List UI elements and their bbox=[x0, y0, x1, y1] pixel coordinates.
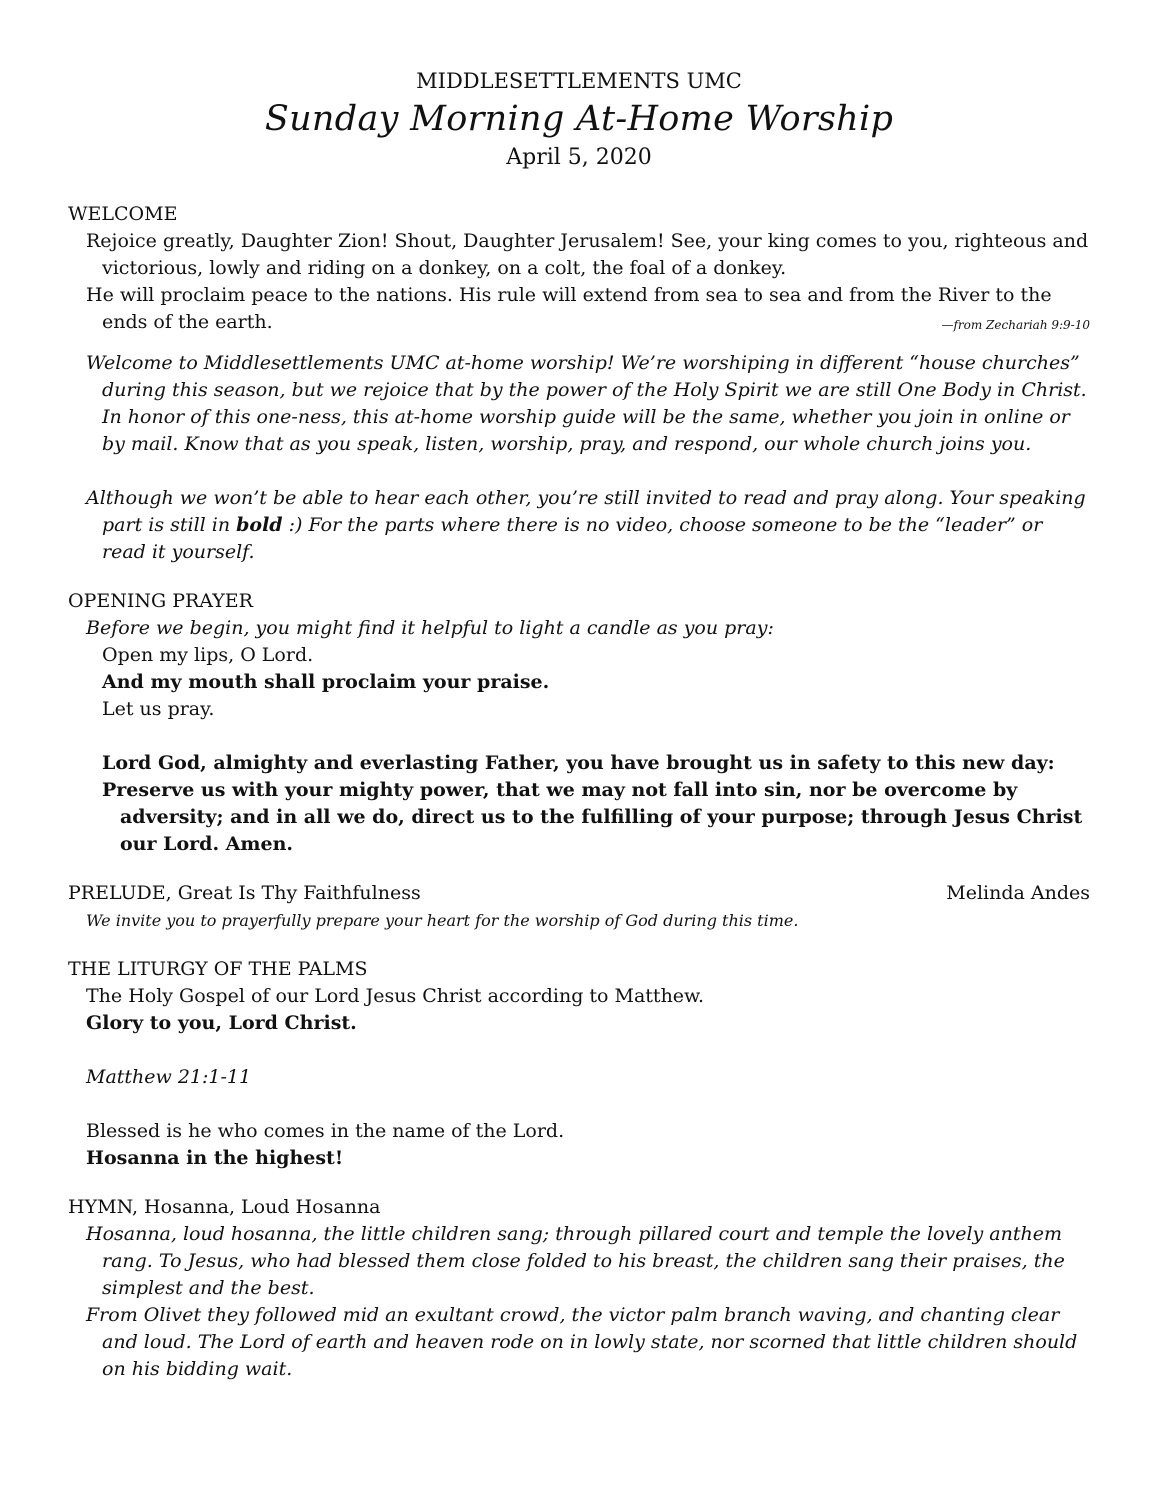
welcome-scripture-2-text: He will proclaim peace to the nations. His rule will extend from sea to sea and from the River to the ends of the earth. bbox=[86, 284, 1052, 333]
welcome-intro-2-part-c: :) For the parts where there is no video, choose someone to be the “leader” or read it yourself. bbox=[102, 514, 1043, 563]
opening-prayer-leader-2: Let us pray. bbox=[102, 698, 215, 720]
scripture-source: —from Zechariah 9:9-10 bbox=[941, 318, 1090, 332]
prelude-heading-row bbox=[68, 880, 1090, 907]
liturgy-palms-heading: THE LITURGY OF THE PALMS bbox=[68, 958, 368, 980]
prelude-section bbox=[68, 880, 1090, 934]
opening-prayer-text-2: Preserve us with your mighty power, that we may not fall into sin, nor be overcome by adversity; and in all we do, direct us to the fulfilling of your purpose; through Jesus Christ our Lord. Amen. bbox=[102, 779, 1083, 855]
prelude-performer: Melinda Andes bbox=[946, 882, 1090, 904]
liturgy-palms-leader-1: The Holy Gospel of our Lord Jesus Christ according to Matthew. bbox=[86, 985, 705, 1007]
liturgy-palms-leader-2: Blessed is he who comes in the name of the Lord. bbox=[86, 1120, 565, 1142]
welcome-intro-1: Welcome to Middlesettlements UMC at-home worship! We’re worshiping in different “house churches” during this season, but we rejoice that by the power of the Holy Spirit we are still One Body in Christ. In honor of this one-ness, this at-home worship guide will be the same, whether you join in online or by mail. Know that as you speak, listen, worship, pray, and respond, our whole church joins you. bbox=[86, 352, 1087, 455]
liturgy-palms-section bbox=[68, 956, 1090, 1172]
liturgy-palms-people-2: Hosanna in the highest! bbox=[86, 1147, 344, 1169]
opening-prayer-instruction: Before we begin, you might find it helpful to light a candle as you pray: bbox=[86, 617, 774, 639]
page-header bbox=[68, 66, 1090, 174]
prelude-note: We invite you to prayerfully prepare your heart for the worship of God during this time. bbox=[86, 911, 799, 930]
opening-prayer-section bbox=[68, 588, 1090, 858]
welcome-intro-2-bold: bold bbox=[236, 514, 283, 536]
hymn-section bbox=[68, 1194, 1090, 1383]
welcome-section bbox=[68, 201, 1090, 566]
welcome-heading: WELCOME bbox=[68, 203, 178, 225]
service-date: April 5, 2020 bbox=[506, 145, 652, 170]
liturgy-palms-reading: Matthew 21:1-11 bbox=[86, 1066, 252, 1088]
page-title: Sunday Morning At-Home Worship bbox=[264, 99, 894, 139]
opening-prayer-heading: OPENING PRAYER bbox=[68, 590, 253, 612]
worship-guide-page bbox=[68, 66, 1090, 1383]
liturgy-palms-people-1: Glory to you, Lord Christ. bbox=[86, 1012, 357, 1034]
hymn-verse-1: Hosanna, loud hosanna, the little children sang; through pillared court and temple the lovely anthem rang. To Jesus, who had blessed them close folded to his breast, the children sang their praises, the simplest and the best. bbox=[86, 1223, 1065, 1299]
opening-prayer-text-1: Lord God, almighty and everlasting Father, you have brought us in safety to this new day: bbox=[102, 752, 1055, 774]
hymn-heading: HYMN, Hosanna, Loud Hosanna bbox=[68, 1196, 381, 1218]
welcome-intro-2-part-a: Although we won’t be able to hear each other, you’re still invited to read and pray along. Your speaking part is still in bbox=[86, 487, 1086, 536]
welcome-scripture-1: Rejoice greatly, Daughter Zion! Shout, Daughter Jerusalem! See, your king comes to you, righteous and victorious, lowly and riding on a donkey, on a colt, the foal of a donkey. bbox=[86, 230, 1089, 279]
prelude-heading: PRELUDE, Great Is Thy Faithfulness bbox=[68, 882, 421, 904]
welcome-scripture-2 bbox=[68, 282, 1090, 336]
hymn-verse-2: From Olivet they followed mid an exultant crowd, the victor palm branch waving, and chanting clear and loud. The Lord of earth and heaven rode on in lowly state, nor scorned that little children should on his bidding wait. bbox=[86, 1304, 1078, 1380]
opening-prayer-people-1: And my mouth shall proclaim your praise. bbox=[102, 671, 550, 693]
church-name: MIDDLESETTLEMENTS UMC bbox=[416, 69, 742, 93]
opening-prayer-leader-1: Open my lips, O Lord. bbox=[102, 644, 314, 666]
welcome-intro-2 bbox=[68, 485, 1090, 566]
